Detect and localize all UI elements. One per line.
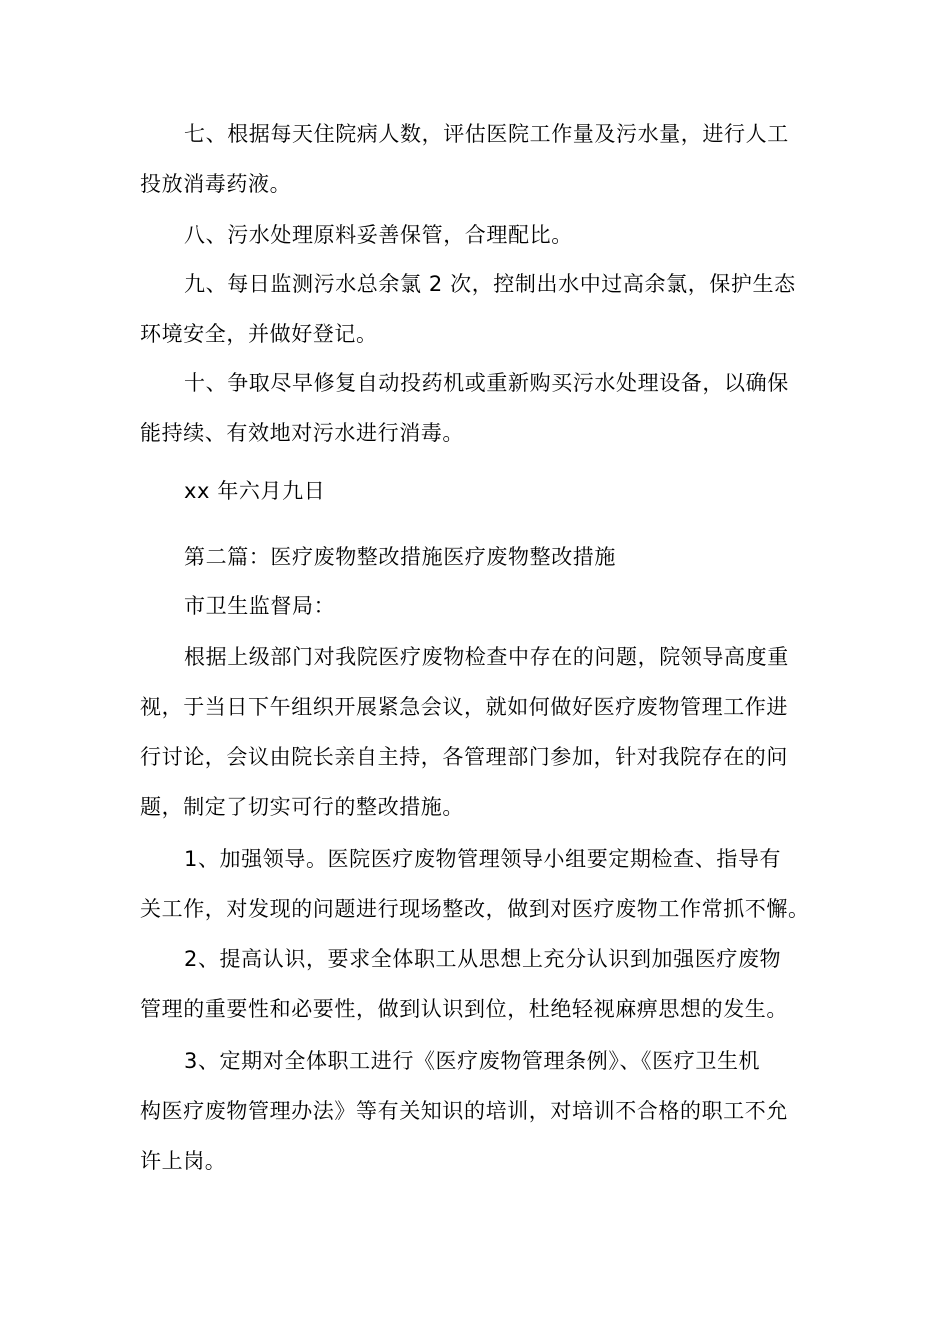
paragraph-9-line-2: 环境安全，并做好登记。 [140, 322, 378, 346]
section-heading: 第二篇：医疗废物整改措施医疗废物整改措施 [184, 545, 616, 569]
measure-1-line-1: 1、加强领导。医院医疗废物管理领导小组要定期检查、指导有 [184, 847, 782, 871]
date-line: xx 年六月九日 [184, 479, 326, 503]
measure-3-line-1: 3、定期对全体职工进行《医疗废物管理条例》、《医疗卫生机 [184, 1049, 761, 1073]
salutation: 市卫生监督局： [184, 594, 336, 618]
intro-line-3: 行讨论，会议由院长亲自主持，各管理部门参加，针对我院存在的问 [140, 745, 788, 769]
intro-line-1: 根据上级部门对我院医疗废物检查中存在的问题，院领导高度重 [184, 645, 789, 669]
measure-3-line-2: 构医疗废物管理办法》等有关知识的培训，对培训不合格的职工不允 [140, 1099, 788, 1123]
measure-2-line-1: 2、提高认识，要求全体职工从思想上充分认识到加强医疗废物 [184, 947, 782, 971]
paragraph-9-line-1: 九、每日监测污水总余氯 2 次，控制出水中过高余氯，保护生态 [184, 272, 796, 296]
paragraph-10-line-1: 十、争取尽早修复自动投药机或重新购买污水处理设备，以确保 [184, 371, 789, 395]
paragraph-7-line-1: 七、根据每天住院病人数，评估医院工作量及污水量，进行人工 [184, 122, 789, 146]
paragraph-10-line-2: 能持续、有效地对污水进行消毒。 [140, 421, 464, 445]
paragraph-7-line-2: 投放消毒药液。 [140, 172, 292, 196]
measure-3-line-3: 许上岗。 [140, 1149, 227, 1173]
measure-2-line-2: 管理的重要性和必要性，做到认识到位，杜绝轻视麻痹思想的发生。 [140, 997, 788, 1021]
intro-line-2: 视，于当日下午组织开展紧急会议，就如何做好医疗废物管理工作进 [140, 695, 788, 719]
paragraph-8-line-1: 八、污水处理原料妥善保管，合理配比。 [184, 223, 573, 247]
intro-line-4: 题，制定了切实可行的整改措施。 [140, 795, 464, 819]
measure-1-line-2: 关工作，对发现的问题进行现场整改，做到对医疗废物工作常抓不懈。 [140, 897, 810, 921]
